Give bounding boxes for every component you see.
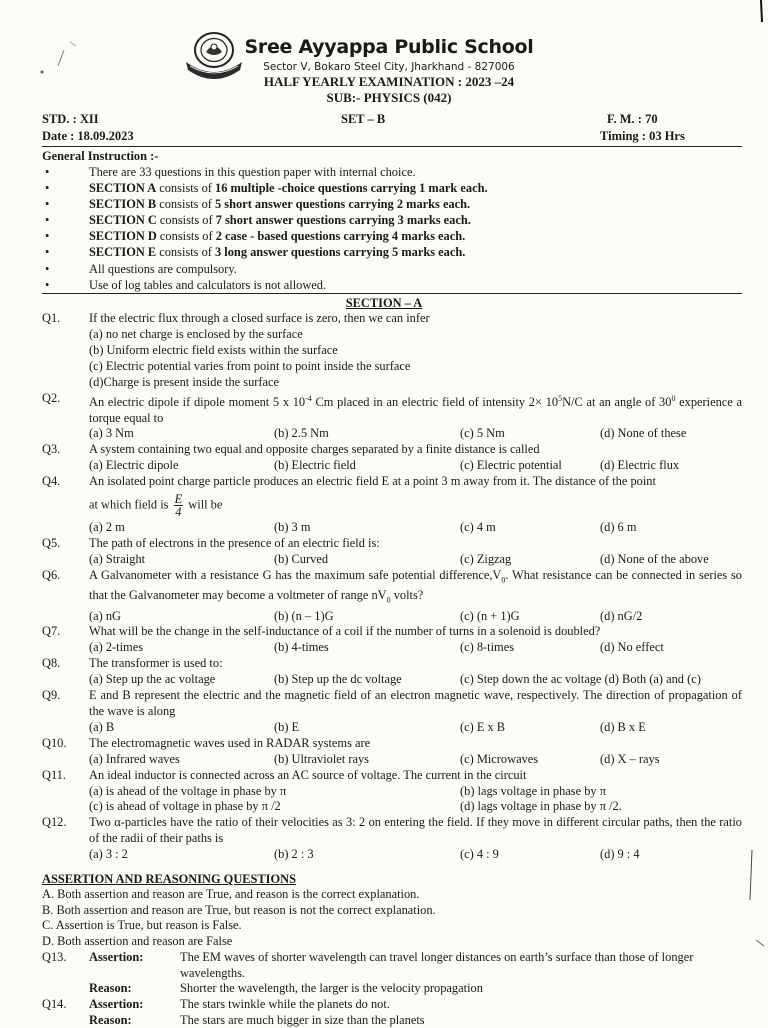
option: (d) 9 : 4 xyxy=(600,847,640,862)
options-row xyxy=(42,720,742,736)
option: (a) 3 : 2 xyxy=(89,847,128,862)
option: (b) E xyxy=(274,719,300,734)
scan-mark xyxy=(36,40,76,80)
options-row xyxy=(42,552,742,568)
questions xyxy=(42,311,742,863)
question-text: A system containing two equal and opposite charges separated by a finite distance is called xyxy=(89,442,540,457)
options-row xyxy=(42,784,742,800)
question-number: Q14. xyxy=(42,996,67,1011)
option: (d) B x E xyxy=(600,719,646,734)
reason-text: The stars are much bigger in size than the planets xyxy=(180,1012,425,1027)
option: (a) B xyxy=(89,719,115,734)
reason-text: Shorter the wavelength, the larger is the velocity propagation xyxy=(180,981,483,996)
question-12 xyxy=(42,815,742,847)
scan-edge-mark xyxy=(752,0,768,24)
scan-edge-mark xyxy=(746,840,768,980)
assertion-label: Assertion: xyxy=(89,996,144,1011)
options-row xyxy=(42,458,742,474)
question-text: What will be the change in the self-inductance of a coil if the number of turns in a solenoid is doubled? xyxy=(89,624,601,639)
option: (a) 2 m xyxy=(89,520,125,535)
options-row xyxy=(42,672,742,688)
exam-title: HALF YEARLY EXAMINATION : 2023 –24 xyxy=(263,74,515,89)
question-text: An isolated point charge particle produces an electric field E at a point 3 m away from it. The distance of the point xyxy=(89,474,656,489)
option: (b) 4-times xyxy=(274,640,329,655)
options-row xyxy=(42,520,742,536)
question-4 xyxy=(42,474,742,490)
question-8 xyxy=(42,656,742,672)
answer-key: C. Assertion is True, but reason is False. xyxy=(42,918,242,933)
instructions-rule xyxy=(42,293,742,294)
assertion-reason-title: ASSERTION AND REASONING QUESTIONS xyxy=(42,872,296,886)
question-9 xyxy=(42,688,742,720)
question-text-cont: at which field is $\frac{E}{4}$ will be xyxy=(89,492,223,520)
option: (d) No effect xyxy=(600,640,664,655)
question-number: Q12. xyxy=(42,815,67,830)
question-number: Q4. xyxy=(42,474,61,489)
assertion-text: The EM waves of shorter wavelength can travel longer distances on earth’s surface than those of longer wavelengths. xyxy=(180,949,694,980)
question-text: Two α-particles have the ratio of their velocities as 3: 2 on entering the field. If they move in different circular paths, then the ratio of the radii of their paths is xyxy=(89,815,742,846)
option: (c) 4 : 9 xyxy=(460,847,499,862)
option: (a) is ahead of the voltage in phase by π xyxy=(89,783,287,798)
instruction-item: • SECTION D consists of 2 case - based questions carrying 4 marks each. xyxy=(42,228,742,244)
option: (c) Electric potential varies from point to point inside the surface xyxy=(89,358,411,373)
question-11 xyxy=(42,768,742,784)
option: (c) is ahead of voltage in phase by π /2 xyxy=(89,799,281,814)
question-number: Q7. xyxy=(42,624,61,639)
question-text: E and B represent the electric and the magnetic field of an electron magnetic wave, respectively. The direction of propagation of the wave is along xyxy=(89,688,742,718)
question-number: Q10. xyxy=(42,735,67,750)
question-text: If the electric flux through a closed surface is zero, then we can infer xyxy=(89,311,430,325)
option: (b) 2 : 3 xyxy=(274,847,314,862)
option: (a) nG xyxy=(89,608,121,623)
question-number: Q13. xyxy=(42,949,67,964)
option: (c) 8-times xyxy=(460,640,515,655)
option: (d) None of these xyxy=(600,426,687,441)
question-number: Q9. xyxy=(42,688,61,703)
header-rule xyxy=(42,146,742,147)
question-10 xyxy=(42,736,742,752)
option: (a) 2-times xyxy=(89,640,144,655)
header xyxy=(180,34,598,106)
option: (c) Step down the ac voltage (d) Both (a) and (c) xyxy=(460,672,701,687)
instruction-item: • SECTION E consists of 3 long answer questions carrying 5 marks each. xyxy=(42,244,742,260)
general-instructions xyxy=(42,148,742,293)
assertion-text: The stars twinkle while the planets do not. xyxy=(180,996,390,1011)
option: (b) (n – 1)G xyxy=(274,608,334,623)
option: (a) Straight xyxy=(89,551,146,566)
question-number: Q8. xyxy=(42,656,61,671)
option: (b) lags voltage in phase by π xyxy=(460,783,606,798)
question-14-reason xyxy=(42,1013,742,1028)
question-text: The electromagnetic waves used in RADAR systems are xyxy=(89,735,371,750)
instruction-item: • All questions are compulsory. xyxy=(42,261,742,277)
option: (d) Electric flux xyxy=(600,458,680,473)
option: (c) Electric potential xyxy=(460,458,562,473)
question-2 xyxy=(42,391,742,427)
question-text: An electric dipole if dipole moment 5 x $10^{-4}$ Cm placed in an electric field of intensity $2\times 10^5N/C$ at an angle of $30^0$ experience a torque equal to xyxy=(89,393,742,425)
instructions-list xyxy=(42,164,742,293)
answer-key: D. Both assertion and reason are False xyxy=(42,934,233,949)
instruction-item: • Use of log tables and calculators is not allowed. xyxy=(42,277,742,293)
full-marks: F. M. : 70 xyxy=(607,112,658,126)
section-a-title: SECTION – A xyxy=(345,296,423,310)
school-address: Sector V, Bokaro Steel City, Jharkhand - 827006 xyxy=(263,61,515,73)
question-6 xyxy=(42,568,742,609)
option: (a) Infrared waves xyxy=(89,751,180,766)
question-text: A Galvanometer with a resistance G has the maximum safe potential $difference,V_0$. What resistance can be connected in series so that the Galvanometer may become a voltmeter of range $nV_0$ volts? xyxy=(89,567,742,605)
question-14-assertion xyxy=(42,997,742,1013)
option: (b) Step up the dc voltage xyxy=(274,672,402,687)
answer-key: A. Both assertion and reason are True, and reason is the correct explanation. xyxy=(42,887,420,901)
question-number: Q6. xyxy=(42,567,61,582)
timing: Timing : 03 Hrs xyxy=(600,129,685,143)
subject: SUB:- PHYSICS (042) xyxy=(326,90,452,105)
question-text: The transformer is used to: xyxy=(89,656,223,671)
option: (c) 4 m xyxy=(460,520,496,535)
options-row xyxy=(42,847,742,863)
option: (d)Charge is present inside the surface xyxy=(89,374,280,389)
options-row xyxy=(42,426,742,442)
option: (c) (n + 1)G xyxy=(460,608,520,623)
instruction-item: • SECTION B consists of 5 short answer questions carrying 2 marks each. xyxy=(42,196,742,212)
question-7 xyxy=(42,624,742,640)
option: (a) 3 Nm xyxy=(89,426,134,441)
question-number: Q2. xyxy=(42,390,61,405)
question-text: An ideal inductor is connected across an AC source of voltage. The current in the circuit xyxy=(89,767,527,782)
option: (b) 3 m xyxy=(274,520,311,535)
assertion-label: Assertion: xyxy=(89,949,144,964)
option: (b) Ultraviolet rays xyxy=(274,751,369,766)
option: (c) 5 Nm xyxy=(460,426,505,441)
instructions-title: General Instruction :- xyxy=(42,149,159,163)
option: (d) nG/2 xyxy=(600,608,643,623)
instruction-item: • There are 33 questions in this question paper with internal choice. xyxy=(42,164,742,180)
option: (d) lags voltage in phase by π /2. xyxy=(460,799,622,814)
question-13-reason xyxy=(42,981,742,997)
answer-key: B. Both assertion and reason are True, but reason is not the correct explanation. xyxy=(42,902,436,917)
date-label: Date : 18.09.2023 xyxy=(42,129,134,143)
question-number: Q3. xyxy=(42,442,61,457)
options-row xyxy=(42,640,742,656)
options-row xyxy=(42,609,742,625)
instruction-item: • SECTION C consists of 7 short answer questions carrying 3 marks each. xyxy=(42,212,742,228)
question-3 xyxy=(42,442,742,458)
option: (c) E x B xyxy=(460,719,506,734)
instruction-item: • SECTION A consists of 16 multiple -choice questions carrying 1 mark each. xyxy=(42,180,742,196)
question-number: Q11. xyxy=(42,767,66,782)
option: (b) 2.5 Nm xyxy=(274,426,329,441)
option: (a) Electric dipole xyxy=(89,458,179,473)
question-5 xyxy=(42,536,742,552)
options-row xyxy=(42,752,742,768)
question-13-assertion xyxy=(42,950,742,981)
school-name: Sree Ayyappa Public School xyxy=(244,36,534,58)
options-row xyxy=(42,799,742,815)
question-1 xyxy=(42,311,742,327)
option: (d) X – rays xyxy=(600,751,660,766)
option: (a) Step up the ac voltage xyxy=(89,672,216,687)
option: (c) Zigzag xyxy=(460,551,512,566)
option: (c) Microwaves xyxy=(460,751,539,766)
reason-label: Reason: xyxy=(89,1012,132,1027)
reason-label: Reason: xyxy=(89,981,132,996)
option: (b) Uniform electric field exists within the surface xyxy=(89,342,338,357)
option: (d) 6 m xyxy=(600,520,637,535)
assertion-reason-section xyxy=(42,871,742,1028)
question-number: Q1. xyxy=(42,311,61,325)
fraction: $\frac{E}{4}$ xyxy=(174,492,183,520)
question-number: Q5. xyxy=(42,536,61,550)
option: (b) Curved xyxy=(274,551,329,566)
std-label: STD. : XII xyxy=(42,112,99,126)
question-text: The path of electrons in the presence of an electric field is: xyxy=(89,536,380,550)
option: (b) Electric field xyxy=(274,458,356,473)
option: (a) no net charge is enclosed by the surface xyxy=(89,326,303,341)
option: (d) None of the above xyxy=(600,551,709,566)
set-label: SET – B xyxy=(341,112,386,126)
